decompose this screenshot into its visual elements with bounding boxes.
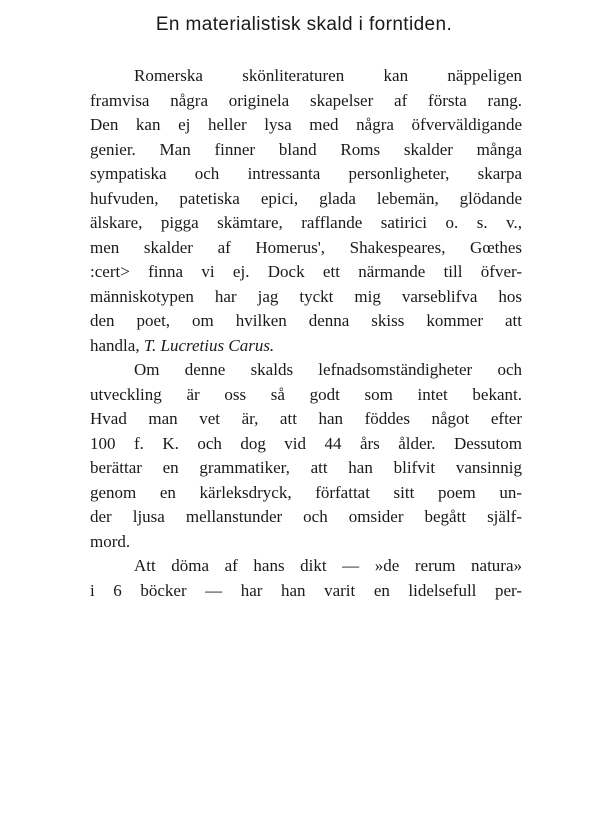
- text-line: genier. Man finner bland Roms skalder många: [90, 139, 522, 159]
- text-line: hufvuden, patetiska epici, glada lebemän, glödande: [90, 188, 522, 208]
- paragraph-1: [90, 64, 522, 358]
- text-line: Att döma af hans dikt — »de rerum natura»: [134, 556, 522, 575]
- text-line: Romerska skönliteraturen kan näppeligen: [134, 66, 522, 85]
- text-line: Om denne skalds lefnadsomständigheter och: [134, 360, 522, 379]
- text-line: berättar en grammatiker, att han blifvit vansinnig: [90, 458, 522, 477]
- text-line: Den kan ej heller lysa med några öfverväldigande: [90, 115, 522, 134]
- line-prefix: handla,: [90, 335, 144, 355]
- text-line: sympatiska och intressanta personligheter, skarpa: [90, 164, 522, 183]
- paragraph-3: [90, 554, 522, 603]
- poet-name: T. Lucretius Carus.: [143, 335, 275, 355]
- text-line: framvisa några originela skapelser af första rang.: [90, 90, 522, 110]
- text-line: men skalder af Homerus', Shakespeares, Gœthes: [90, 237, 522, 257]
- text-line: i 6 böcker — har han varit en lidelsefull per-: [90, 580, 522, 600]
- text-line: :cert> finna vi ej. Dock ett närmande till öfver-: [90, 262, 522, 281]
- text-line: den poet, om hvilken denna skiss kommer att: [90, 311, 522, 330]
- body-text: [90, 64, 522, 603]
- paragraph-2: [90, 358, 522, 554]
- text-line: älskare, pigga skämtare, rafflande satirici o. s. v.,: [90, 213, 522, 232]
- text-line: Hvad man vet är, att han föddes något efter: [90, 409, 522, 428]
- chapter-title: En materialistisk skald i forntiden.: [155, 14, 453, 35]
- text-line: mord.: [90, 531, 131, 551]
- text-line: der ljusa mellanstunder och omsider begått själf-: [90, 507, 522, 526]
- text-line: utveckling är oss så godt som intet bekant.: [90, 384, 522, 404]
- text-line: genom en kärleksdryck, författat sitt poem un-: [90, 482, 522, 502]
- text-line: människotypen har jag tyckt mig varseblifva hos: [90, 286, 522, 306]
- text-line: 100 f. K. och dog vid 44 års ålder. Dessutom: [90, 433, 522, 453]
- text-line: [90, 334, 522, 359]
